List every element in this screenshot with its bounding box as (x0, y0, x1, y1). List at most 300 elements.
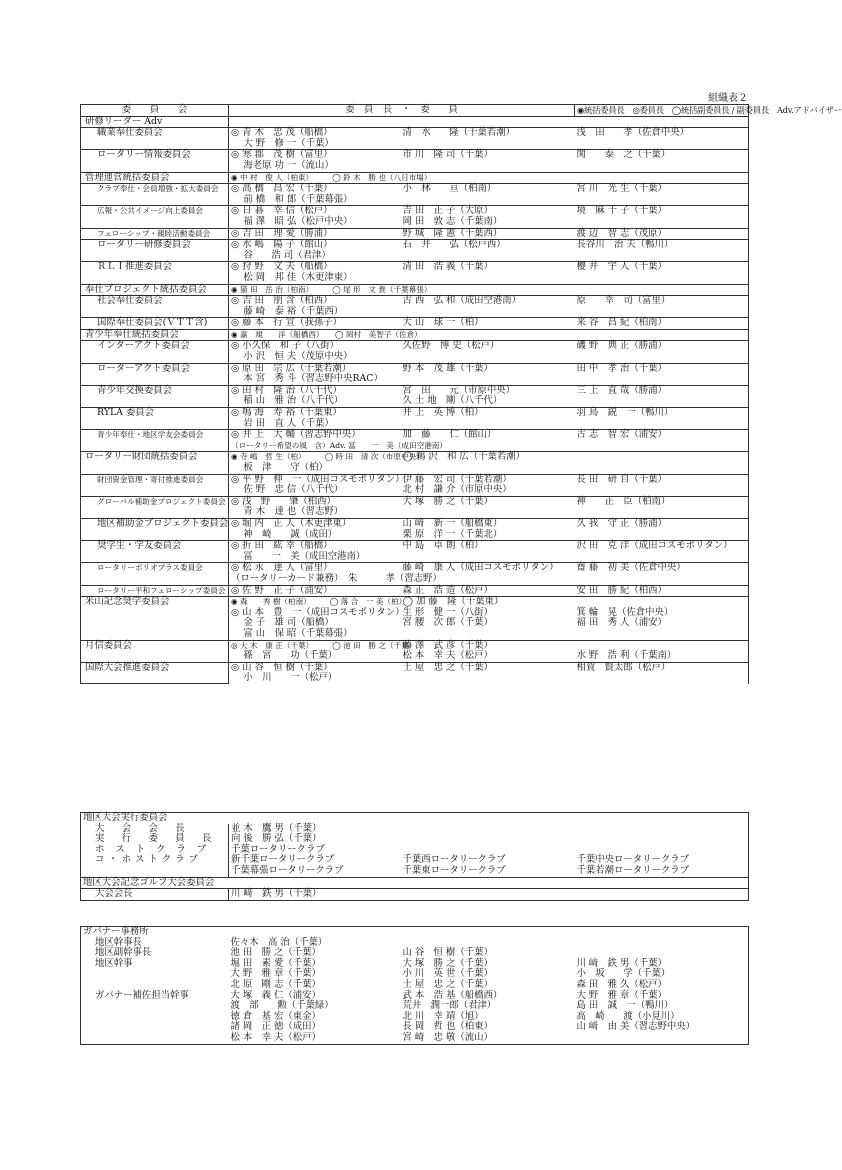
member-cell: 北 村 謙 介（市原中央） (402, 484, 512, 496)
committee-row (81, 363, 749, 374)
member-cell: 板 津 守（柏） (229, 463, 401, 474)
member-cell: ◎ 堀 内 正 人（木更津東） (229, 518, 401, 529)
office-title-row (81, 927, 749, 938)
office-role (81, 969, 229, 980)
convention-value: 千葉西ロータリークラブ (402, 854, 506, 866)
member-cell: 浅 田 孝（佐倉中央） (575, 128, 749, 139)
committee-row (81, 184, 749, 195)
member-cell: ◎ 狩 野 文 夫（船橋） (229, 262, 401, 273)
member-cell: 小 川 一（松戸） (229, 673, 401, 684)
office-value: 山 﨑 由 美（習志野中央） (575, 1022, 749, 1033)
member-cell (229, 116, 749, 128)
committee-name-label: グローバル補助金プロジェクト委員会 (97, 496, 226, 506)
committee-row (81, 618, 749, 629)
office-value: 川 﨑 鉄 男（千葉） (575, 959, 749, 970)
member-cell: ◎ 青 木 忠 茂（船橋） (229, 128, 401, 139)
member-cell: 青 木 達 也（習志野） (229, 507, 401, 518)
member-cell: 古 志 智 宏（浦安） (575, 430, 749, 441)
committee-row (81, 541, 749, 552)
member-cell: 金 子 雄 司（船橋） (229, 618, 401, 629)
committee-name (81, 128, 229, 139)
member-cell: 篠 宮 功（千葉） (229, 651, 401, 662)
golf-role: 大会会長 (81, 889, 229, 901)
office-role (81, 1022, 229, 1033)
member-cell (575, 161, 749, 172)
member-cell: 岩 田 直 人（千葉） (229, 419, 401, 430)
committee-row (81, 116, 749, 128)
committee-row (81, 352, 749, 363)
convention-value: 千葉東ロータリークラブ (402, 864, 506, 876)
committee-name (81, 296, 229, 307)
committee-name (81, 363, 229, 374)
committee-name (81, 172, 229, 184)
committee-name (81, 507, 229, 518)
office-role (81, 980, 229, 991)
committee-name-label: 社会奉仕委員会 (97, 295, 163, 307)
member-cell: 稲 山 雅 治（八千代） (229, 396, 401, 407)
member-cell: 栗 原 洋 一（千葉北） (402, 528, 503, 540)
committee-name (81, 228, 229, 239)
committee-name (81, 352, 229, 363)
committee-name (81, 608, 229, 619)
member-cell (575, 284, 749, 296)
member-cell: ◎ 平 野 伸 一（成田コスモポリタン） (229, 474, 401, 485)
convention-value (575, 824, 749, 835)
committee-name (81, 240, 229, 251)
committee-row (81, 507, 749, 518)
office-role (81, 1033, 229, 1044)
member-cell: ◉ 寺 嶋 哲 生（柏） ◯ 時 田 清 次（市原中央） (229, 452, 401, 463)
member-cell: ◎ 寒 郡 茂 樹（富里） (229, 150, 401, 161)
member-cell: ◎ 原 田 宗 広（千葉若潮） (229, 363, 401, 374)
office-value: 小 川 英 世（千葉） (402, 968, 493, 980)
office-value: 大 塚 義 仁（浦安） (230, 989, 321, 1001)
member-cell: ◎ 水 嶋 陽 子（館山） (229, 240, 401, 251)
header-committee: 委 員 会 (81, 105, 229, 117)
member-cell: 小 沢 恒 夫（茂原中央） (229, 352, 401, 363)
committee-name (81, 673, 229, 684)
governor-office-table (80, 926, 749, 1045)
office-value: 松 本 幸 夫（松戸） (229, 1033, 401, 1044)
committee-row (81, 518, 749, 529)
committee-name (81, 206, 229, 217)
member-cell: ◉ 森 秀 樹（柏南） ◯ 落 合 一 美（柏） (229, 597, 401, 608)
member-cell: 大 山 球 一（柏） (401, 318, 575, 329)
convention-value (401, 834, 575, 845)
member-cell: 藤 崎 泰 裕（千葉西） (229, 307, 401, 318)
golf-title: 地区大会記念ゴルフ大会委員会 (81, 877, 749, 889)
committee-name-label: ロータリー財団統括委員会 (85, 451, 198, 463)
convention-table (80, 812, 749, 901)
member-cell (401, 507, 575, 518)
member-cell: 井 上 英 博（柏） (401, 408, 575, 419)
member-cell: 生 形 健 一（八街） (402, 606, 493, 618)
convention-role: ホ ス ト ク ラ ブ (81, 845, 229, 856)
member-cell: 野 城 隆 憲（千葉西） (401, 228, 575, 239)
member-cell: ◎ 吉 田 理 愛（勝浦） (229, 228, 401, 239)
member-cell: 石 井 弘（松戸西） (401, 240, 575, 251)
committee-name-label: RYLA 委員会 (97, 407, 155, 419)
member-cell: 宮 腰 次 郎（千葉） (402, 617, 493, 629)
member-cell: ◯ 鵜 沢 和 広（千葉若潮） (401, 452, 575, 463)
committee-name (81, 485, 229, 496)
committee-row (81, 296, 749, 307)
member-cell: 久 土 地 剛（八千代） (402, 395, 503, 407)
member-cell: 齋 藤 初 美（佐倉中央） (575, 563, 749, 574)
member-cell (575, 452, 749, 463)
office-value: 大 野 雅 章（千葉） (575, 991, 749, 1002)
member-cell: 福 田 秀 人（浦安） (575, 618, 749, 629)
committee-name (81, 629, 229, 640)
committee-row (81, 408, 749, 419)
member-cell: 清 水 隆（千葉若潮） (401, 128, 575, 139)
convention-value: 千葉中央ロータリークラブ (575, 855, 749, 866)
member-cell: 藤 崎 康 人（成田コスモポリタン） (401, 563, 575, 574)
office-title: ガバナー事務所 (81, 927, 749, 938)
committee-name (81, 318, 229, 329)
committee-name (81, 184, 229, 195)
member-cell: 関 泰 之（千葉） (575, 150, 749, 161)
committee-name-label: 青少年奉仕統括委員会 (85, 328, 179, 340)
member-cell: 大 野 修 一（千葉） (229, 139, 401, 150)
committee-row (81, 318, 749, 329)
committee-name-label: 職業奉仕委員会 (97, 127, 163, 139)
member-cell: ◎ 佐 野 正 子（浦安） (229, 585, 401, 597)
committee-name (81, 651, 229, 662)
committee-row (81, 463, 749, 474)
member-cell: 森 正 浩 造（松戸） (401, 585, 575, 597)
committee-name (81, 585, 229, 597)
committee-name (81, 341, 229, 352)
convention-value: 千葉ロータリークラブ (229, 845, 401, 856)
member-cell: 冨 一 美（成田空港南） (229, 552, 401, 563)
committee-name (81, 161, 229, 172)
member-cell (401, 273, 575, 284)
committee-row (81, 161, 749, 172)
member-cell (575, 396, 749, 407)
member-cell: 安 田 勝 紀（柏西） (575, 585, 749, 597)
committee-name (81, 618, 229, 629)
committee-name (81, 563, 229, 574)
member-cell: 境 麻 千 子（千葉） (575, 206, 749, 217)
committee-name-label: 青少年奉仕・地区学友会委員会 (97, 430, 204, 440)
member-cell: 伊 藤 宏 司（千葉若潮） (401, 474, 575, 485)
committee-name (81, 474, 229, 485)
member-cell: ◎ 高 橋 昌 宏（千葉） (229, 184, 401, 195)
member-cell: 長谷川 治 夫（鴨川） (575, 240, 749, 251)
office-value: 武 本 浩 基（船橋西） (402, 989, 503, 1001)
committee-row (81, 240, 749, 251)
member-cell: 山 﨑 新 一（船橋東） (401, 518, 575, 529)
committee-row (81, 452, 749, 463)
committee-name (81, 463, 229, 474)
committee-name-label: 月信委員会 (85, 639, 132, 651)
page-label: 組織表２ (708, 93, 748, 104)
committee-row (81, 217, 749, 228)
committee-name-label: 広報・公共イメージ向上委員会 (97, 206, 204, 216)
committee-name (81, 195, 229, 206)
committee-name-label: 研修リーダー Adv (85, 115, 163, 127)
member-cell: 磯 野 典 正（勝浦） (575, 341, 749, 352)
member-cell: ◎ 山 本 豊 一（成田コスモポリタン） (229, 608, 401, 619)
member-cell (575, 352, 749, 363)
member-cell: 来 谷 昌 紀（柏南） (575, 318, 749, 329)
convention-value: 向 後 勝 弘（千葉） (229, 834, 401, 845)
committee-row (81, 396, 749, 407)
member-cell (575, 441, 749, 452)
member-cell: 加 藤 仁（館山） (401, 430, 575, 441)
convention-value: 新千葉ロータリークラブ (229, 855, 401, 866)
member-cell: ◎ 折 田 紘 幸（船橋） (229, 541, 401, 552)
member-cell: 宮 田 元（市原中央） (401, 385, 575, 396)
member-cell: ◉ 猫 田 岳 治（柏南） ◯ 尾 形 文 貴（千葉幕張） (229, 284, 401, 296)
member-cell: ◎ 吉 田 朋 含（柏西） (229, 296, 401, 307)
member-cell: （ロータリーカード兼務） 朱 孝（習志野） (229, 574, 401, 585)
member-cell (401, 629, 575, 640)
committee-row (81, 530, 749, 541)
header-members: 委 員 長 ・ 委 員 (229, 105, 575, 117)
golf-row (81, 889, 749, 901)
office-value: 大 野 雅 章（千葉） (230, 968, 321, 980)
office-value: 長 岡 哲 也（柏東） (402, 1021, 493, 1033)
member-cell (575, 463, 749, 474)
office-value: 諸 岡 正 徳（成田） (230, 1021, 321, 1033)
member-cell (575, 507, 749, 518)
committee-row (81, 574, 749, 585)
office-value: 島 田 誠 一（鴨川） (575, 1001, 749, 1012)
member-cell: （ロータリー希望の風 含）Adv. 冨 一 美（成田空港南） (229, 441, 401, 452)
member-cell: ◎ 日 碁 幸 信（松戸） (229, 206, 401, 217)
committee-name (81, 552, 229, 563)
member-cell: ◎ 藤 本 行 宣（我孫子） (229, 318, 401, 329)
table-header (81, 105, 749, 117)
office-value: 北 原 剛 志（千葉） (230, 978, 321, 990)
committee-table (80, 104, 842, 684)
committee-body (81, 116, 749, 684)
committee-name (81, 530, 229, 541)
committee-name-label: 地区補助金プロジェクト委員会 (97, 517, 229, 529)
convention-title: 地区大会実行委員会 (81, 813, 749, 824)
committee-name-label: 米山記念奨学委員会 (85, 596, 170, 608)
member-cell: 長 田 研 自（千葉） (575, 474, 749, 485)
committee-row (81, 585, 749, 597)
committee-name (81, 496, 229, 507)
office-value: 荒井 潤一郎（君津） (402, 1000, 497, 1012)
member-cell: ◉ 嘉 規 洋（船橋西） ◯ 岡村 美智子（佐倉） (229, 329, 401, 341)
committee-name-label: フェローシップ・親睦活動委員会 (97, 228, 211, 238)
member-cell: 相賀 賢太郎（松戸） (575, 662, 749, 673)
committee-name (81, 116, 229, 128)
committee-name (81, 385, 229, 396)
member-cell: 沢 田 克 洋（成田コスモポリタン） (575, 541, 749, 552)
office-value: 北 川 幸 靖（旭） (402, 1010, 484, 1022)
committee-row (81, 651, 749, 662)
member-cell: ◎ 鳴 海 寿 裕（千葉東） (229, 408, 401, 419)
office-value: 渡 部 勲（千葉緑） (230, 1000, 334, 1012)
committee-name-label: 財団資金管理・寄付推進委員会 (97, 474, 204, 484)
committee-name (81, 284, 229, 296)
office-row (81, 980, 749, 991)
member-cell: 久佐野 博 史（松戸） (401, 341, 575, 352)
member-cell: ◎ 浅 野 肇（柏西） (229, 496, 401, 507)
committee-name-label: ローターアクト委員会 (97, 362, 190, 374)
member-cell: 宮 川 光 生（千葉） (575, 184, 749, 195)
member-cell (575, 273, 749, 284)
committee-name (81, 541, 229, 552)
member-cell (401, 352, 575, 363)
committee-row (81, 172, 749, 184)
member-cell: 原 幸 司（富里） (575, 296, 749, 307)
committee-name (81, 408, 229, 419)
office-row (81, 1033, 749, 1044)
convention-role (81, 866, 229, 877)
member-cell (575, 574, 749, 585)
committee-name-label: ロータリー平和フェローシップ委員会 (97, 585, 226, 595)
convention-value: 千葉幕張ロータリークラブ (229, 866, 401, 877)
member-cell: 海老原 功 一（流山） (229, 161, 401, 172)
office-value: 大 塚 勝 之（千葉） (402, 957, 493, 969)
member-cell: 松 本 幸 夫（松戸） (402, 650, 493, 662)
committee-name (81, 640, 229, 651)
committee-name-label: 国際大会推進委員会 (85, 661, 170, 673)
header-legend: ◉統括委員長 ◎委員長 ◯統括副委員長 / 副委員長 Adv.アドバイザー (575, 105, 749, 117)
committee-row (81, 284, 749, 296)
office-value: 高 崎 渡（小見川） (575, 1012, 749, 1023)
member-cell: 水 野 浩 利（千葉南） (575, 651, 749, 662)
member-cell (575, 485, 749, 496)
member-cell: 福 澤 昭 弘（松戸中央） (229, 217, 401, 228)
committee-row (81, 662, 749, 673)
office-value (575, 1033, 749, 1044)
member-cell: 富 山 保 昭（千葉幕張） (229, 629, 401, 640)
golf-title-row (81, 877, 749, 889)
member-cell: 土 屋 忠 之（千葉） (401, 662, 575, 673)
committee-row (81, 629, 749, 640)
member-cell: 大 塚 勝 之（千葉） (401, 496, 575, 507)
member-cell: ◎ 田 村 隆 治（八千代） (229, 385, 401, 396)
member-cell: 野 本 茂 雄（千葉） (401, 363, 575, 374)
office-value: 土 屋 忠 之（千葉） (402, 978, 493, 990)
golf-name: 川 﨑 鉄 男（千葉） (229, 889, 749, 901)
committee-name (81, 662, 229, 673)
member-cell: 神 正 臣（柏南） (575, 496, 749, 507)
convention-role: 実 行 委 員 長 (81, 834, 229, 845)
committee-name-label: 管理運営統括委員会 (85, 171, 170, 183)
committee-name (81, 150, 229, 161)
office-role (81, 1012, 229, 1023)
committee-name (81, 597, 229, 608)
committee-name-label: ＲＬＩ推進委員会 (97, 261, 173, 273)
committee-row (81, 673, 749, 684)
convention-value (401, 824, 575, 835)
committee-row (81, 374, 749, 385)
committee-name-label: 奉仕プロジェクト統括委員会 (85, 283, 207, 295)
office-value: 池 田 勝 之（千葉） (230, 947, 321, 959)
member-cell: 小 林 亘（柏南） (401, 184, 575, 195)
member-cell: 松 岡 邦 佳（木更津東） (229, 273, 401, 284)
office-value: 宮 崎 忠 敬（流山） (401, 1033, 575, 1044)
member-cell (401, 463, 575, 474)
office-value: 徳 倉 基 宏（東金） (230, 1010, 321, 1022)
member-cell: ◎ 山 谷 恒 樹（千葉） (229, 662, 401, 673)
member-cell: 箕 輪 晃（佐倉中央） (575, 608, 749, 619)
committee-name-label: 国際奉仕委員会(ＶＴＴ含) (97, 317, 208, 329)
member-cell (401, 673, 575, 684)
member-cell: 吉 田 正 子（大原） (401, 206, 575, 217)
member-cell: 前 橋 和 郎（千葉幕張） (229, 195, 401, 206)
committee-name (81, 396, 229, 407)
member-cell: 藤 澤 武 彦（千葉） (401, 640, 575, 651)
member-cell: ◎ 小久保 和 子（八街） (229, 341, 401, 352)
office-value: 森 田 雅 久（松戸） (575, 980, 749, 991)
member-cell: 久 我 守 正（勝浦） (575, 518, 749, 529)
member-cell: 岡 田 敦 志（千葉南） (402, 215, 503, 227)
member-cell (575, 530, 749, 541)
member-cell (401, 374, 575, 385)
office-value: 山 谷 恒 樹（千葉） (402, 947, 493, 959)
committee-name (81, 430, 229, 441)
committee-name (81, 217, 229, 228)
committee-name (81, 574, 229, 585)
committee-name-label: ロータリー研修委員会 (97, 239, 191, 251)
convention-value (575, 834, 749, 845)
member-cell (575, 374, 749, 385)
committee-row (81, 496, 749, 507)
office-role: 地区幹事長 (81, 938, 229, 949)
committee-name-label: ロータリーボリオプラス委員会 (97, 563, 203, 573)
committee-name-label: 奨学生・学友委員会 (97, 540, 182, 552)
member-cell: 谷 浩 司（君津） (229, 251, 401, 262)
committee-row (81, 262, 749, 273)
committee-name-label: インターアクト委員会 (97, 340, 190, 352)
member-cell: 佐 野 忠 信（八千代） (229, 485, 401, 496)
member-cell: 中 島 卓 朗（柏） (401, 541, 575, 552)
committee-name-label: 青少年交換委員会 (97, 384, 173, 396)
member-cell: 田 中 孝 治（千葉） (575, 363, 749, 374)
member-cell (401, 161, 575, 172)
convention-value: 千葉若潮ロータリークラブ (575, 866, 749, 877)
office-value: 佐々木 高 治（千葉） (230, 936, 328, 948)
member-cell: ◎ 大 木 康 正（千葉） ◯ 池 田 勝 之（千葉） (229, 640, 401, 651)
convention-value: 並 木 鷹 男（千葉） (229, 824, 401, 835)
member-cell (575, 217, 749, 228)
committee-name (81, 374, 229, 385)
member-cell: ◉ 中 村 俊 人（柏東） ◯ 鈴 木 勝 也（八日市場） (229, 172, 401, 184)
office-role (81, 1001, 229, 1012)
committee-row (81, 273, 749, 284)
member-cell: 羽 鳥 鋭 一（鴨川） (575, 408, 749, 419)
member-cell (575, 172, 749, 184)
member-cell: 櫻 井 宇 人（千葉） (575, 262, 749, 273)
member-cell: ◎ 井 上 大 輔（習志野中央） (229, 430, 401, 441)
committee-name-label: クラブ奉仕・会員増強・拡大委員会 (97, 184, 219, 194)
committee-name (81, 419, 229, 430)
committee-row (81, 228, 749, 239)
office-role: 地区副幹事長 (81, 948, 229, 959)
committee-name (81, 273, 229, 284)
member-cell: 市 川 隆 司（千葉） (401, 150, 575, 161)
office-value (575, 938, 749, 949)
committee-name (81, 452, 229, 463)
member-cell (575, 673, 749, 684)
convention-title-row (81, 813, 749, 824)
committee-row (81, 485, 749, 496)
committee-row (81, 430, 749, 441)
office-value: 堀 田 素 愛（千葉） (230, 957, 321, 969)
committee-name (81, 518, 229, 529)
committee-row (81, 128, 749, 139)
convention-body (81, 813, 749, 901)
